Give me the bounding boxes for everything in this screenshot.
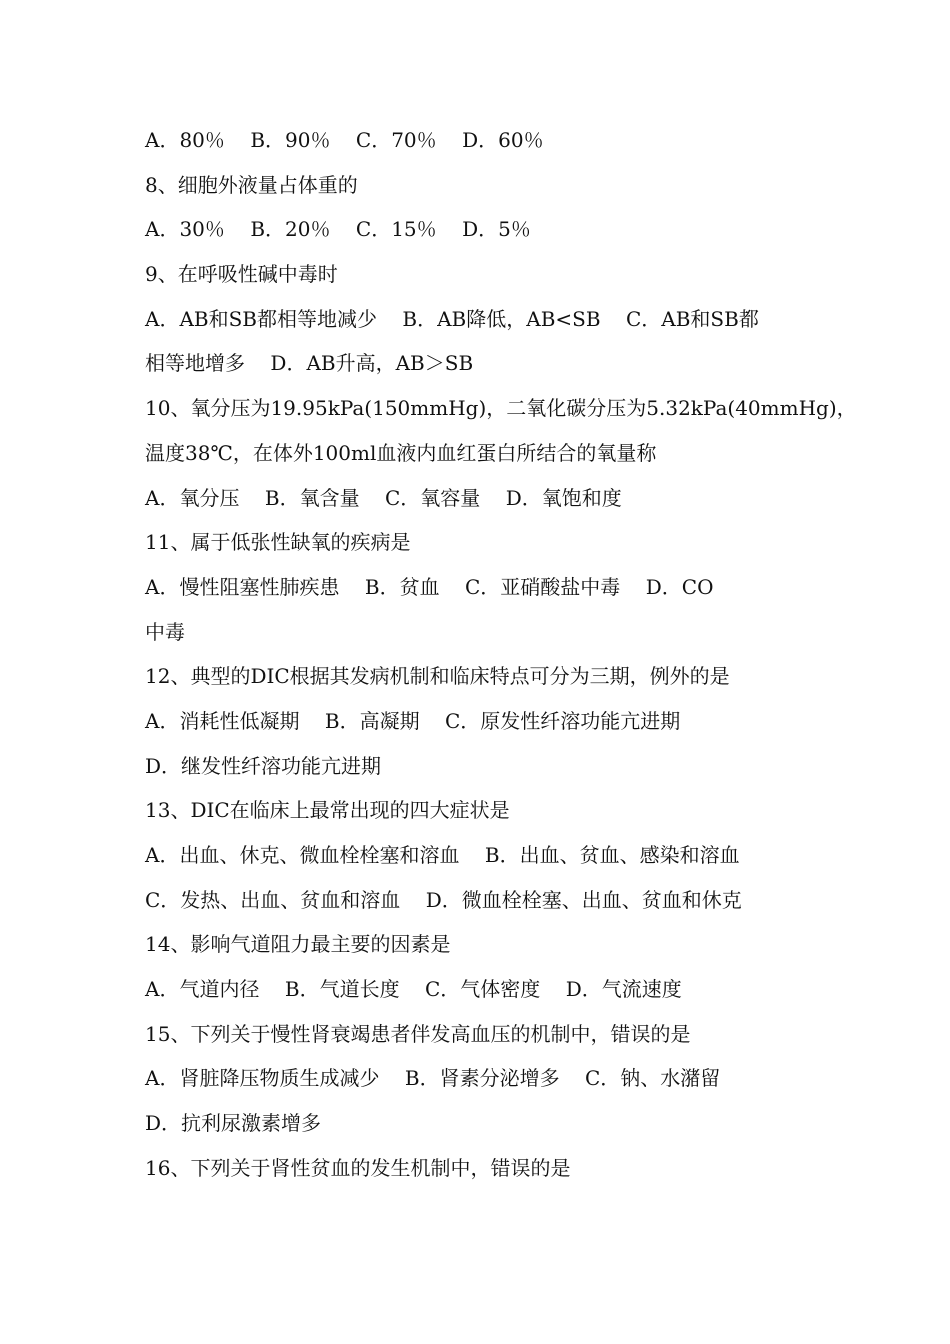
q10-options: A．氧分压 B．氧含量 C．氧容量 D．氧饱和度 [145, 485, 622, 510]
q14-options: A．气道内径 B．气道长度 C．气体密度 D．气流速度 [145, 977, 682, 1002]
q13-options-line-2: C．发热、出血、贫血和溶血 D．微血栓栓塞、出血、贫血和休克 [145, 887, 742, 912]
q15-options-line-2: D．抗利尿激素增多 [145, 1111, 322, 1136]
q10-stem-line-2: 温度38℃，在体外100ml血液内血红蛋白所结合的氧量称 [145, 440, 657, 465]
q15-stem: 15、下列关于慢性肾衰竭患者伴发高血压的机制中，错误的是 [145, 1021, 691, 1046]
q8-stem: 8、细胞外液量占体重的 [145, 172, 358, 197]
q14-stem: 14、影响气道阻力最主要的因素是 [145, 932, 451, 957]
q11-stem: 11、属于低张性缺氧的疾病是 [145, 530, 411, 555]
q9-stem: 9、在呼吸性碱中毒时 [145, 262, 338, 287]
q7-options: A．80％ B．90％ C．70％ D．60％ [145, 128, 544, 152]
q8-options: A．30％ B．20％ C．15％ D．5％ [145, 217, 531, 242]
q12-options-line-2: D．继发性纤溶功能亢进期 [145, 753, 382, 778]
q15-options-line-1: A．肾脏降压物质生成减少 B．肾素分泌增多 C．钠、水潴留 [145, 1066, 721, 1091]
q10-stem-line-1: 10、氧分压为19.95kPa(150mmHg)，二氧化碳分压为5.32kPa(40mmHg)， [145, 396, 857, 421]
q9-options-line-1: A．AB和SB都相等地减少 B．AB降低，AB<SB C．AB和SB都 [145, 306, 759, 331]
q13-stem: 13、DIC在临床上最常出现的四大症状是 [145, 798, 510, 823]
q13-options-line-1: A．出血、休克、微血栓栓塞和溶血 B．出血、贫血、感染和溶血 [145, 843, 740, 867]
q11-options-line-1: A．慢性阻塞性肺疾患 B．贫血 C．亚硝酸盐中毒 D．CO [145, 574, 714, 599]
q12-stem: 12、典型的DIC根据其发病机制和临床特点可分为三期，例外的是 [145, 664, 730, 689]
q12-options-line-1: A．消耗性低凝期 B．高凝期 C．原发性纤溶功能亢进期 [145, 708, 681, 733]
q11-options-line-2: 中毒 [145, 619, 185, 644]
q9-options-line-2: 相等地增多 D．AB升高，AB＞SB [145, 351, 474, 376]
question-text-block [145, 118, 857, 1191]
q16-stem: 16、下列关于肾性贫血的发生机制中，错误的是 [145, 1155, 571, 1180]
